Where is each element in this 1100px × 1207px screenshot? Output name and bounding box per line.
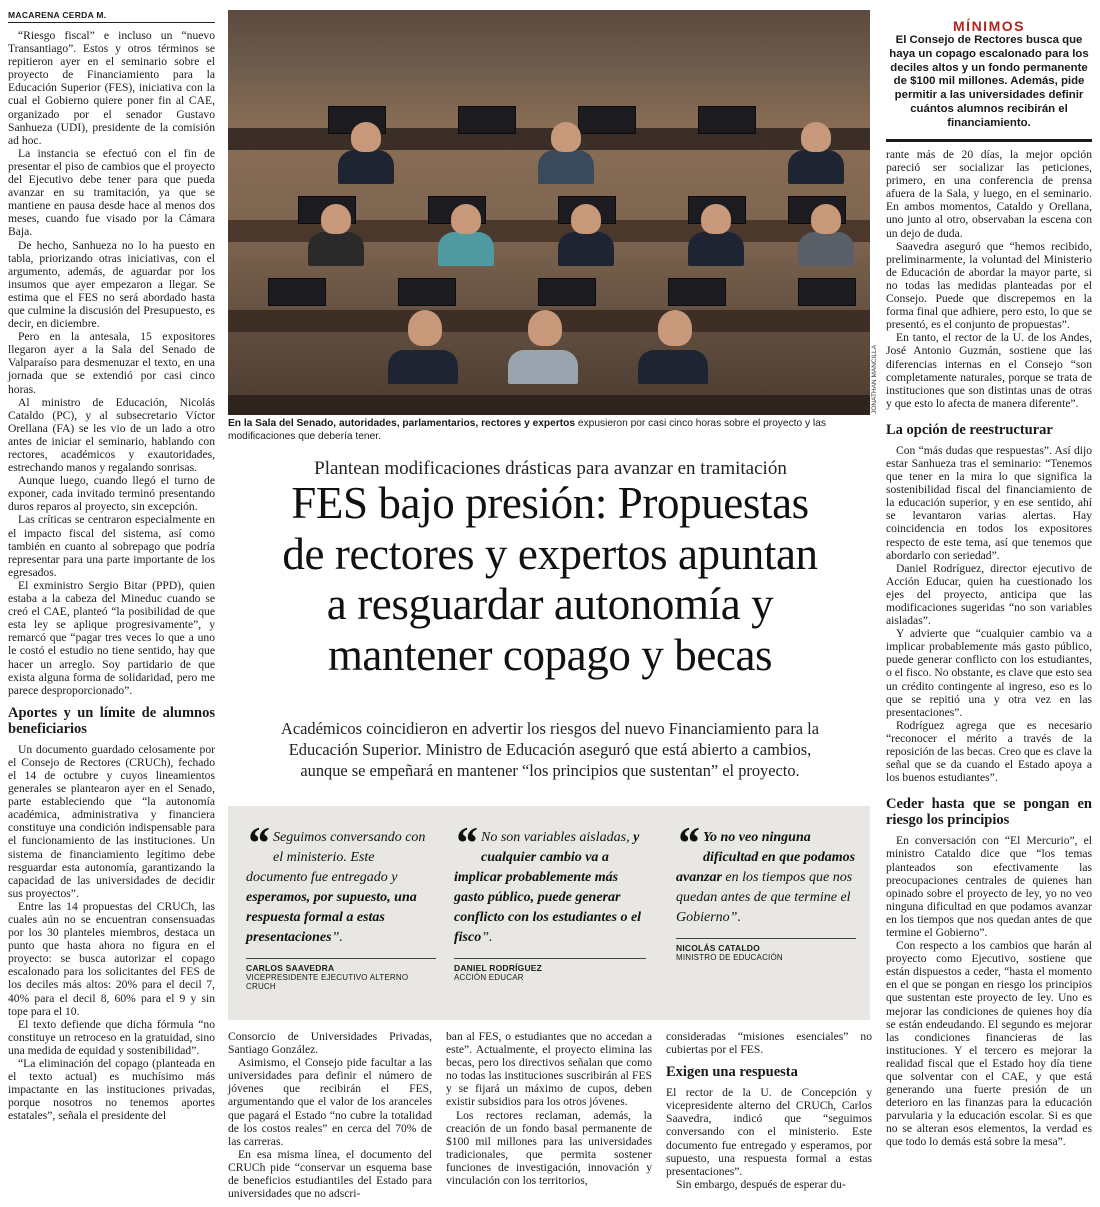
article-body-col5	[886, 148, 1092, 1149]
caption-bold: En la Sala del Senado, autoridades, parlamentarios, rectores y expertos	[228, 418, 576, 429]
paragraph: El rector de la U. de Concepción y vicepresidente alterno del CRUCh, Carlos Saavedra, indicó que “seguimos conversando con el ministerio. Este documento fue entregado y esperamos, por supuesto, una respuesta formal a estas presentaciones”.	[666, 1086, 872, 1178]
deck-line: Educación Superior. Ministro de Educación aseguró que está abierto a cambios,	[288, 740, 812, 759]
deck	[222, 718, 878, 781]
paragraphs	[666, 1086, 872, 1191]
quote-attribution	[246, 958, 436, 991]
subheading: Aportes y un límite de alumnos beneficiarios	[8, 704, 215, 737]
paragraphs	[446, 1030, 652, 1187]
paragraph: Saavedra aseguró que “hemos recibido, preliminarmente, la voluntad del Ministerio de Educación de abordar la mayor parte, si no todas las medidas planteadas por el Consejo. Puede que discrepemos en la forma final que adhiere, pero esto, lo que se presentó, es el conjunto de propuestas”.	[886, 239, 1092, 332]
paragraph: En esa misma línea, el documento del CRUCh pide “conservar un esquema base de beneficios estudiantiles del Estado para universidades que no adscri-	[228, 1147, 432, 1201]
paragraph: En tanto, el rector de la U. de los Andes, José Antonio Guzmán, sostiene que las diferencias internas en el Consejo “son completamente naturales, porque se trata de instituciones que son distintas unas de otras y que esto lo afecta de manera diferente”.	[886, 331, 1092, 410]
paragraph: Aunque luego, cuando llegó el turno de exponer, cada invitado terminó presentando duros reparos al proyecto, sin excepción.	[8, 474, 215, 514]
paragraph: “La eliminación del copago (planteada en el texto actual) es muchísimo más impactante en las instituciones privadas, porque nosotros no tenemos aportes estatales”, señala el presidente del	[8, 1057, 215, 1123]
headline-line: mantener copago y becas	[327, 629, 773, 680]
quote-role: ACCIÓN EDUCAR	[454, 973, 524, 982]
paragraph: Entre las 14 propuestas del CRUCh, las cuales aún no se encuentran consensuadas por los 30 planteles miembros, destaca un punto que hasta ahora no figura en el proyecto: se busca autorizar el copago escalonado para los solicitantes del FES de los deciles más altos: 20% para el decil 7, 40% para el decil 8, 60% para el 9 y sin tope para el 10.	[8, 899, 215, 1018]
quote-role: MINISTRO DE EDUCACIÓN	[676, 953, 783, 962]
headline-line: a resguardar autonomía y	[326, 579, 774, 629]
paragraph: En conversación con “El Mercurio”, el ministro Cataldo dice que “los temas planteados son efectivamente las preocupaciones centrales de quienes han opinado sobre el proyecto de ley, yo no veo ninguna dificultad en que podamos avanzar en los tiempos que nos quedan antes de que termine el Gobierno”.	[886, 834, 1092, 939]
paragraph: Sin embargo, después de esperar du-	[676, 1177, 846, 1191]
quote-mark-icon: “	[454, 817, 477, 868]
quote-cataldo: “ Yo no veo ninguna dificultad en que podamos avanzar en los tiempos que nos quedan antes de que termine el Gobierno”. NICOLÁS CATALDO MINISTRO DE EDUCACIÓN	[676, 817, 856, 962]
deck-line: aunque se empeñará en mantener “los principios que sustentan” el proyecto.	[300, 761, 800, 780]
paragraph: Las críticas se centraron especialmente en el impacto fiscal del sistema, así como también en cuanto al sobrepago que podría representar para una parte importante de los egresados.	[8, 513, 215, 579]
paragraph: ban al FES, o estudiantes que no accedan a este”. Actualmente, el proyecto elimina las becas, pero los directivos señalan que como no todas las instituciones suscribirán al FES y se fijará un máximo de cupos, deben existir subsidios para los otros jóvenes.	[446, 1030, 652, 1109]
photo-credit: JONATHAN MANCILLA	[871, 345, 878, 414]
quote-author: CARLOS SAAVEDRA	[246, 963, 335, 973]
minimos-title: MÍNIMOS	[953, 18, 1025, 34]
photo-caption	[228, 418, 873, 443]
subheading: Exigen una respuesta	[666, 1064, 798, 1081]
quote-attribution	[676, 938, 856, 962]
headline	[220, 478, 880, 680]
quotes-box	[228, 806, 870, 1020]
quote-saavedra: “ Seguimos conversando con el ministerio. Este documento fue entregado y esperamos, por supuesto, una respuesta formal a estas presentaciones”. CARLOS SAAVEDRA VICEPRESIDENTE EJECUTIVO ALTERNO CRUCH	[246, 828, 436, 991]
paragraph: La instancia se efectuó con el fin de presentar el piso de cambios que el proyecto del Ejecutivo debe tener para que pueda avanzar en su tramitación, ya que se mantiene en pausa desde hace al menos dos meses, cuando fue visado por la Cámara Baja.	[8, 146, 215, 239]
paragraph: Rodríguez agrega que es necesario “reconocer el mérito a través de la reposición de las becas. Creo que es clave la señal que se da cuando el Estado apoya a los buenos estudiantes”.	[886, 718, 1092, 785]
paragraph: Asimismo, el Consejo pide facultar a las universidades para definir el número de jóvenes que recibirán el FES, argumentando que el valor de los aranceles que pagará el Estado “no cubre la totalidad de los costos reales” en cerca del 70% de las carreras.	[228, 1056, 432, 1148]
minimos-box	[886, 18, 1092, 142]
quote-rodriguez: “ No son variables aisladas, y cualquier cambio va a implicar probablemente más gasto público, puede generar conflicto con los estudiantes o el fisco”. DANIEL RODRÍGUEZ ACCIÓN EDUCAR	[454, 828, 646, 982]
subheading: La opción de reestructurar	[886, 421, 1053, 438]
quote-attribution	[454, 958, 646, 982]
quote-author: DANIEL RODRÍGUEZ	[454, 963, 543, 973]
kicker: Plantean modificaciones drásticas para avanzar en tramitación	[314, 458, 787, 479]
senate-photo	[228, 10, 870, 415]
paragraph: “Riesgo fiscal” e incluso un “nuevo Transantiago”. Estos y otros términos se repitieron ayer en el seminario sobre el proyecto de Financiamiento para la Educación Superior (FES), iniciativa con la cual el Gobierno quiere poner fin al CAE, organizado por el senador Gustavo Sanhueza (UDI), presidente de la comisión ad hoc.	[8, 29, 215, 147]
quote-author: NICOLÁS CATALDO	[676, 943, 760, 953]
paragraph: Y advierte que “cualquier cambio va a implicar probablemente más gasto público, puede generar conflicto con los estudiantes, o el fisco. No obstante, es clave que esto sea un crédito contingente al ingreso, eso es lo que se repitió una y otra vez en las presentaciones”.	[886, 627, 1092, 719]
paragraph: Daniel Rodríguez, director ejecutivo de Acción Educar, quien ha cuestionado los ejes del proyecto, anticipa que las modificaciones sugeridas “no son variables aisladas”.	[886, 561, 1092, 628]
quote-mark-icon: “	[676, 817, 699, 868]
headline-line: FES bajo presión: Propuestas	[291, 478, 809, 528]
left-column	[8, 10, 215, 1123]
paragraph: Consorcio de Universidades Privadas, Santiago González.	[228, 1030, 432, 1057]
caption-text: expusieron por casi cinco horas sobre el proyecto y las modificaciones que debería tener.	[228, 418, 826, 442]
paragraph: Los rectores reclaman, además, la creación de un fondo basal permanente de $100 mil millones para las universidades tradicionales, que permita sostener funciones de investigación, innovación y vinculación con los territorios,	[446, 1108, 652, 1188]
paragraph: Pero en la antesala, 15 expositores llegaron ayer a la Sala del Senado de Valparaíso para desmenuzar el texto, en una jornada que se extendió por casi cinco horas.	[8, 330, 215, 396]
paragraph: El texto defiende que dicha fórmula “no constituye un retroceso en la gratuidad, sino una medida de equidad y sostenibilidad”.	[8, 1017, 215, 1057]
article-body-col4	[666, 1030, 872, 1191]
headline-line: de rectores y expertos apuntan	[282, 528, 818, 579]
paragraph: Un documento guardado celosamente por el Consejo de Rectores (CRUCh), fechado el 14 de octubre y cuyos lineamientos generales se plantearon ayer en el Senado, parte estableciendo que “la autonomía académica, administrativa y financiera constituye una condición indispensable para el funcionamiento de las instituciones. Un sistema de financiamiento legítimo debe resguardar esta autonomía, garantizando la capacidad de las universidades de decidir sus proyectos”.	[8, 742, 215, 900]
byline: MACARENA CERDA M.	[8, 10, 215, 23]
minimos-text: El Consejo de Rectores busca que haya un copago escalonado para los deciles altos y un fondo permanente de $100 mil millones. Además, pide permitir a las universidades definir cuántos alumnos recibirán el financiamiento.	[889, 34, 1089, 129]
article-body-col3	[446, 1030, 652, 1187]
article-body-col2	[228, 1030, 432, 1200]
paragraph: Al ministro de Educación, Nicolás Cataldo (PC), y al subsecretario Víctor Orellana (FA) se les vio de un lado a otro antes de iniciar el seminario, hablando con rectores, académicos y exautoridades, estrechando manos y regalando sonrisas.	[8, 395, 215, 475]
paragraph: El exministro Sergio Bitar (PPD), quien estaba a la cabeza del Mineduc cuando se creó el CAE, planteó “la posibilidad de que esta ley se aplique progresivamente”, y remarcó que “pagar tres veces lo que a uno le costó el estudio no tiene sentido, hay que hacer un arreglo. Soy partidario de que exista alguna forma de solidaridad, pero me parece desproporcionado”.	[8, 578, 215, 697]
paragraph: Con respecto a los cambios que harán al proyecto como Ejecutivo, sostiene que están dispuestos a ceder, “hasta el momento en el que se pongan en riesgo los principios que sustentan este proyecto de ley. Uno es mejorar las condiciones de quienes hoy día se están endeudando. El segundo es mejorar las condiciones financieras de las instituciones. Y el tercero es mejorar la realidad fiscal que el Estado hoy día tiene que solventar con el CAE, y que está generando una fuerte presión de un deterioro en las finanzas para la educación parvularia y la educación escolar. Si es que no se alteran esos elementos, la verdad es que todo lo demás está sobre la mesa”.	[886, 939, 1092, 1149]
paragraph: rante más de 20 días, la mejor opción pareció ser socializar las peticiones, primero, en una conferencia de prensa afuera de la Sala, y luego, en el seminario. En ambos momentos, Cataldo y Orellana, uno junto al otro, observaban la escena con un dejo de duda.	[886, 148, 1092, 240]
paragraph: De hecho, Sanhueza no lo ha puesto en tabla, priorizando otras iniciativas, con el argumento, además, de aguardar por los insumos que ayer empezaron a llegar. Se estima que el FES no será abordado hasta que culmine la discusión del Presupuesto, es decir, en diciembre.	[8, 238, 215, 331]
paragraph: consideradas “misiones esenciales” no cubiertas por el FES.	[666, 1030, 872, 1057]
paragraphs	[228, 1030, 432, 1200]
paragraph: Con “más dudas que respuestas”. Así dijo estar Sanhueza tras el seminario: “Tenemos que tener en la mira lo que significa la sostenibilidad fiscal del financiamiento de la educación superior, y en ese sentido, ahí se levantaron varias alertas. Hay coincidencia en todos los expositores respecto de este tema, así que tenemos que abordarlo con seriedad”.	[886, 443, 1092, 562]
deck-line: Académicos coincidieron en advertir los riesgos del nuevo Financiamiento para la	[281, 719, 819, 738]
subheading: Ceder hasta que se pongan en riesgo los principios	[886, 796, 1092, 829]
article-body-col1	[8, 29, 215, 1123]
quote-mark-icon: “	[246, 817, 269, 868]
quote-role: VICEPRESIDENTE EJECUTIVO ALTERNO CRUCH	[246, 973, 409, 991]
